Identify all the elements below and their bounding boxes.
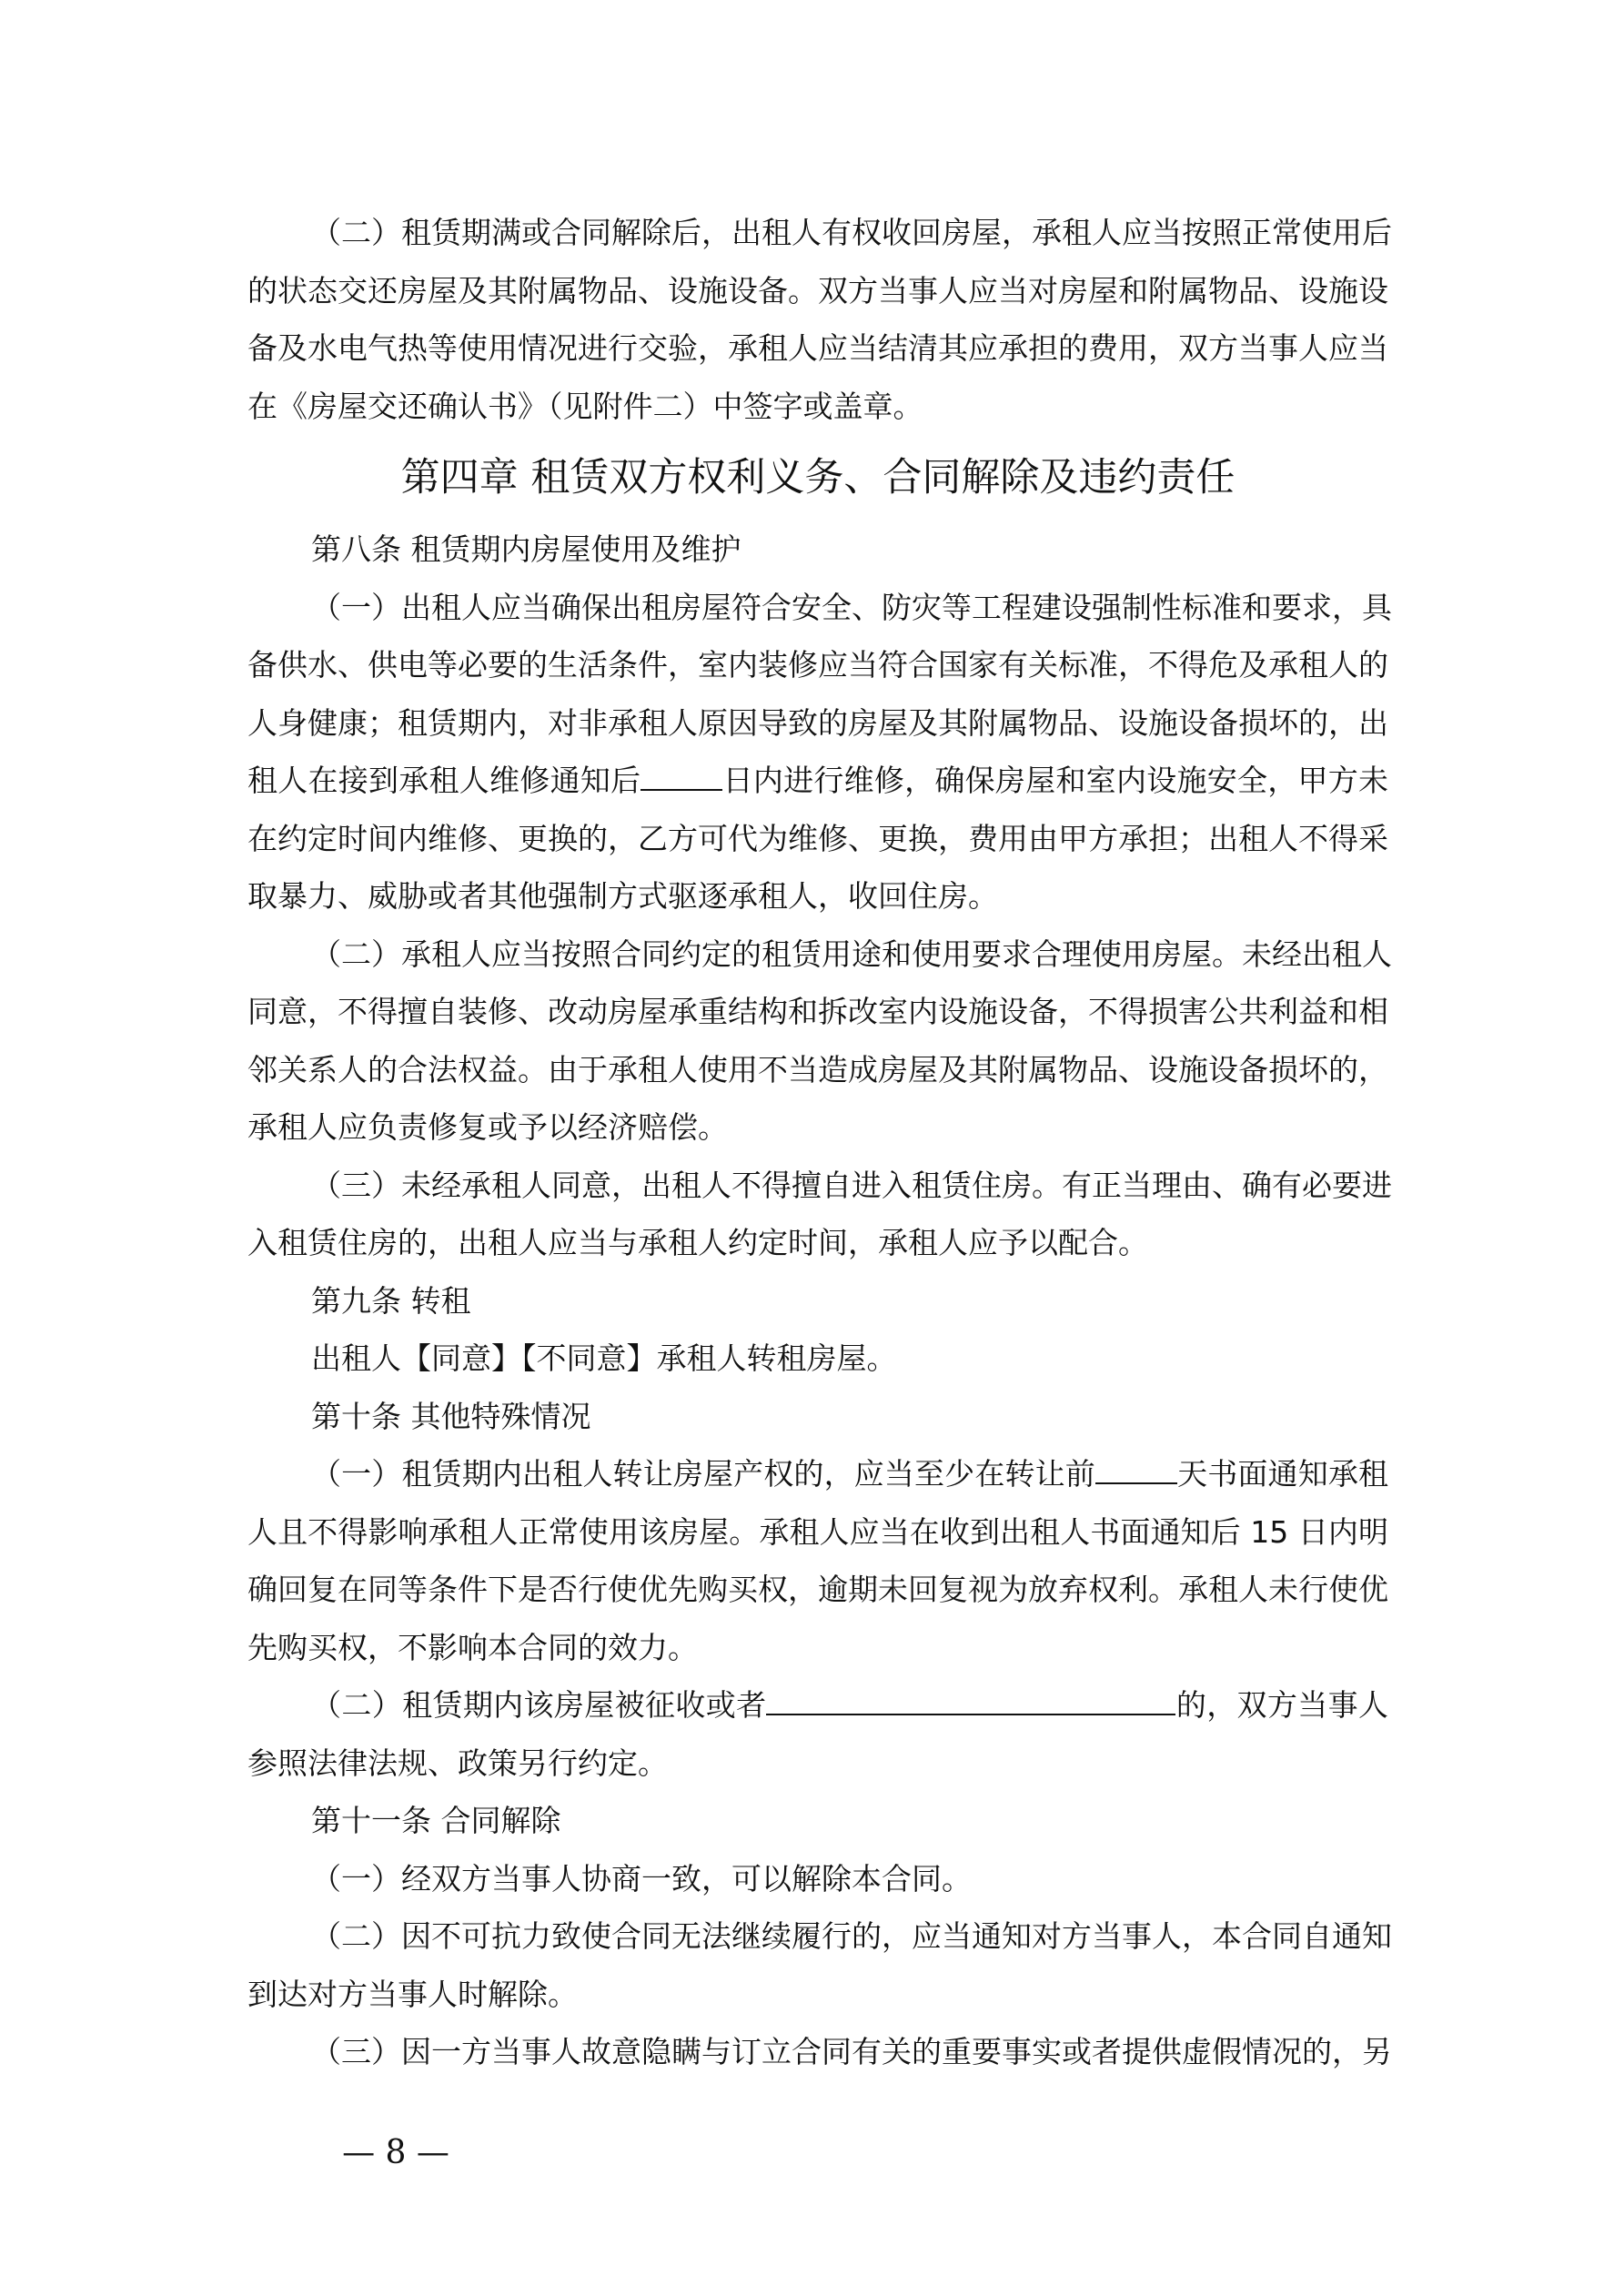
article-title: 第九条 转租 [311, 1282, 471, 1319]
paragraph-line: （三）因一方当事人故意隐瞒与订立合同有关的重要事实或者提供虚假情况的，另 [311, 2034, 1392, 2069]
paragraph-line: 到达对方当事人时解除。 [247, 1976, 578, 2012]
paragraph-line: 在约定时间内维修、更换的，乙方可代为维修、更换，费用由甲方承担；出租人不得采 [247, 820, 1388, 856]
paragraph-line: 参照法律法规、政策另行约定。 [247, 1745, 668, 1781]
paragraph-line: （二）承租人应当按照合同约定的租赁用途和使用要求合理使用房屋。未经出租人 [311, 936, 1392, 972]
paragraph-line: （一）经双方当事人协商一致，可以解除本合同。 [311, 1860, 972, 1896]
fill-in-blank [766, 1686, 1175, 1715]
document-body [247, 204, 1392, 2081]
line-text: 的，双方当事人 [1175, 1687, 1389, 1723]
line-text: 天书面通知承租 [1176, 1456, 1389, 1492]
line-text: （二）租赁期内该房屋被征收或者 [311, 1687, 767, 1723]
paragraph-line: 人身健康；租赁期内，对非承租人原因导致的房屋及其附属物品、设施设备损坏的，出 [247, 704, 1388, 741]
fill-in-blank [1095, 1455, 1177, 1484]
chapter-heading: 第四章 租赁双方权利义务、合同解除及违约责任 [400, 455, 1236, 501]
paragraph-line: （二）租赁期满或合同解除后，出租人有权收回房屋，承租人应当按照正常使用后 [311, 215, 1392, 250]
paragraph-line: 入租赁住房的，出租人应当与承租人约定时间，承租人应予以配合。 [247, 1225, 1148, 1260]
paragraph-line: 的状态交还房屋及其附属物品、设施设备。双方当事人应当对房屋和附属物品、设施设 [247, 272, 1388, 308]
article-title: 第十条 其他特殊情况 [311, 1398, 591, 1434]
paragraph-line: 备及水电气热等使用情况进行交验，承租人应当结清其应承担的费用，双方当事人应当 [247, 330, 1388, 366]
paragraph-line: 取暴力、威胁或者其他强制方式驱逐承租人，收回住房。 [247, 878, 998, 914]
paragraph-line: 出租人【同意】【不同意】承租人转租房屋。 [311, 1340, 897, 1376]
paragraph-line: 确回复在同等条件下是否行使优先购买权，逾期未回复视为放弃权利。承租人未行使优 [247, 1572, 1388, 1607]
paragraph-line: 在《房屋交还确认书》（见附件二）中签字或盖章。 [247, 388, 923, 424]
fill-in-blank [641, 762, 722, 791]
paragraph-line [247, 1445, 1388, 1503]
paragraph-line: 邻关系人的合法权益。由于承租人使用不当造成房屋及其附属物品、设施设备损坏的， [247, 1051, 1388, 1087]
line-text: 日内进行维修，确保房屋和室内设施安全，甲方未 [722, 763, 1389, 798]
paragraph-line: 人且不得影响承租人正常使用该房屋。承租人应当在收到出租人书面通知后 15 日内明 [247, 1513, 1388, 1550]
article-title: 第八条 租赁期内房屋使用及维护 [311, 531, 741, 567]
line-text: （一）租赁期内出租人转让房屋产权的，应当至少在转让前 [311, 1456, 1095, 1492]
article-title: 第十一条 合同解除 [311, 1803, 561, 1838]
paragraph-line: （一）出租人应当确保出租房屋符合安全、防灾等工程建设强制性标准和要求，具 [311, 589, 1392, 625]
paragraph-line: 备供水、供电等必要的生活条件，室内装修应当符合国家有关标准，不得危及承租人的 [247, 647, 1388, 683]
paragraph-line: （三）未经承租人同意，出租人不得擅自进入租赁住房。有正当理由、确有必要进 [311, 1167, 1392, 1203]
line-text: 租人在接到承租人维修通知后 [247, 763, 641, 798]
paragraph-line [247, 752, 1388, 810]
page-number: — 8 — [342, 2134, 449, 2171]
paragraph-line: 先购买权，不影响本合同的效力。 [247, 1629, 698, 1665]
paragraph-line: 同意，不得擅自装修、改动房屋承重结构和拆改室内设施设备，不得损害公共利益和相 [247, 994, 1388, 1029]
paragraph-line: 承租人应负责修复或予以经济赔偿。 [247, 1109, 728, 1145]
paragraph-line: （二）因不可抗力致使合同无法继续履行的，应当通知对方当事人，本合同自通知 [311, 1918, 1392, 1954]
paragraph-line [247, 1676, 1388, 1735]
